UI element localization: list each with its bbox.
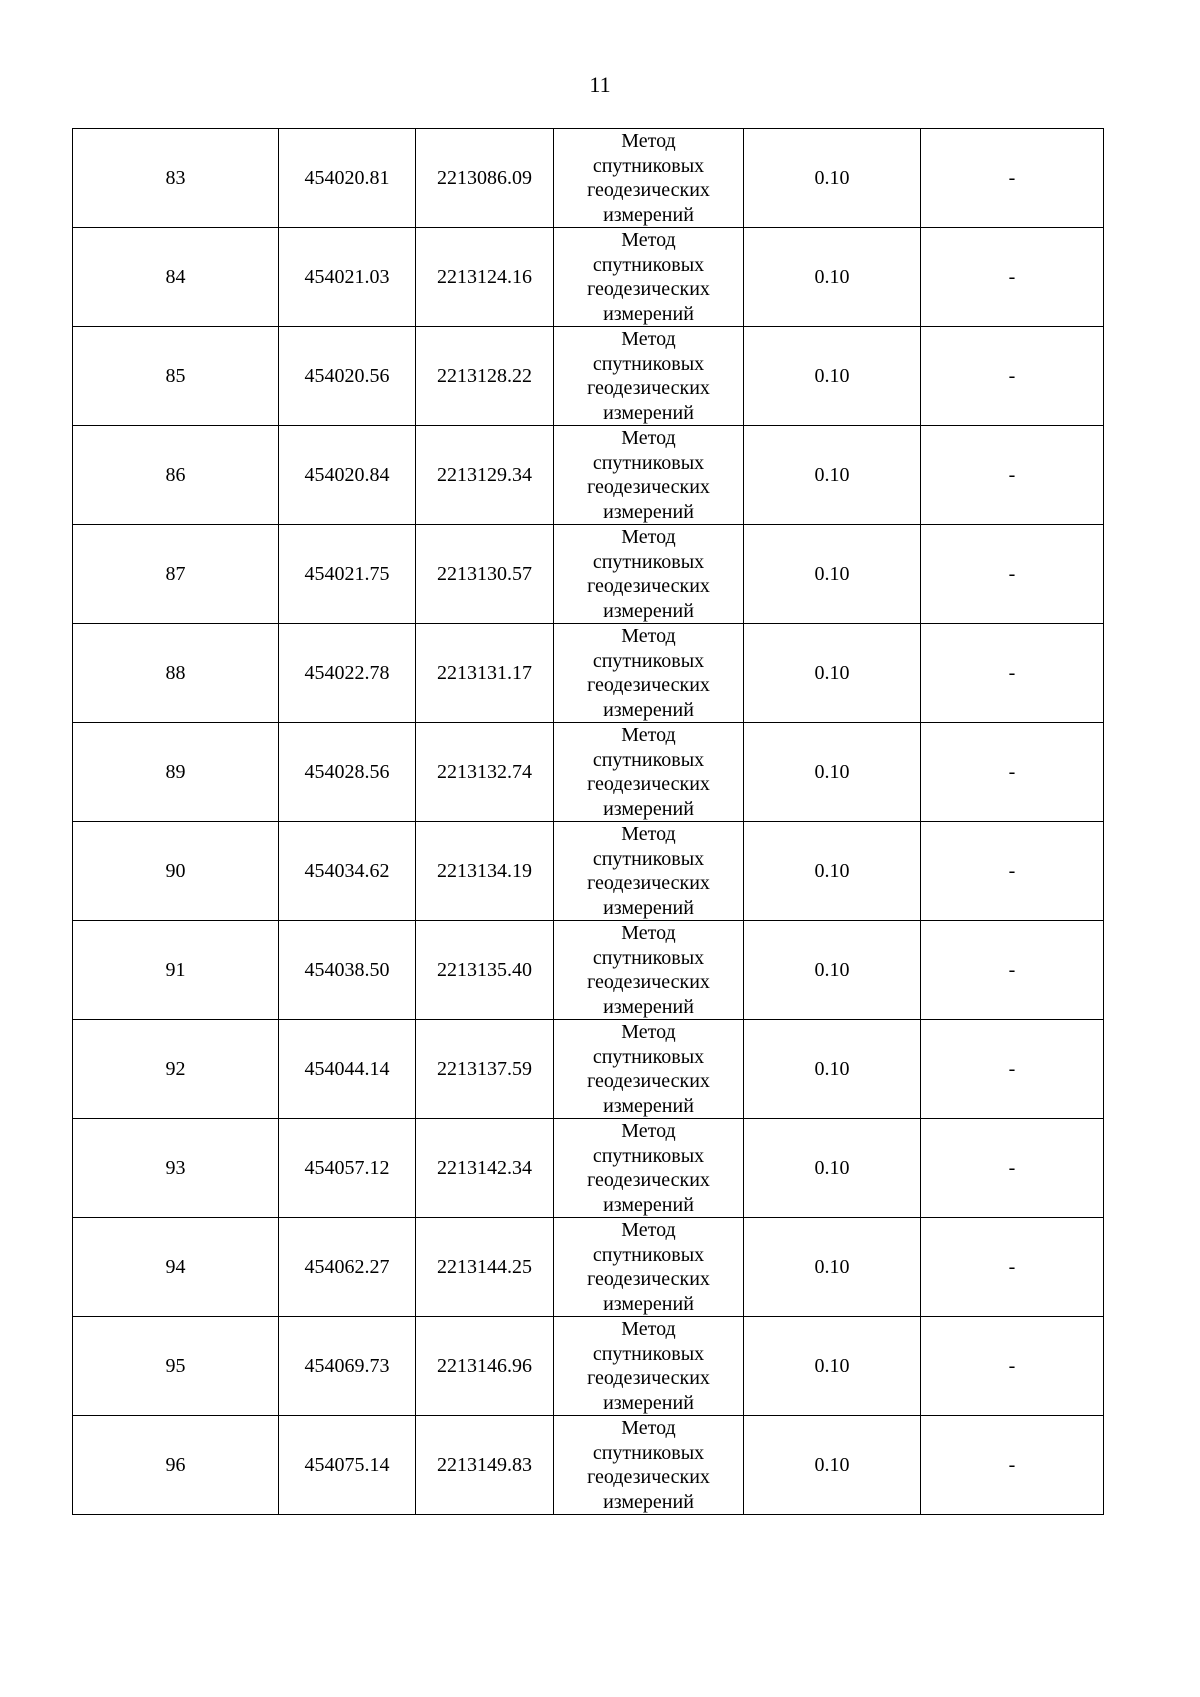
point-number-cell: 83 bbox=[73, 129, 279, 228]
method-cell bbox=[554, 1218, 744, 1317]
point-number-cell: 88 bbox=[73, 624, 279, 723]
point-number-cell: 92 bbox=[73, 1020, 279, 1119]
note-cell: - bbox=[921, 129, 1104, 228]
method-line: Метод bbox=[621, 130, 676, 152]
accuracy-cell: 0.10 bbox=[744, 327, 921, 426]
x-coordinate-cell: 454057.12 bbox=[279, 1119, 416, 1218]
note-cell: - bbox=[921, 1317, 1104, 1416]
method-line: Метод bbox=[621, 724, 676, 746]
table-row bbox=[73, 822, 1104, 921]
method-line: спутниковых bbox=[592, 154, 705, 177]
coordinates-table bbox=[72, 128, 1104, 1515]
note-cell: - bbox=[921, 327, 1104, 426]
method-cell bbox=[554, 129, 744, 228]
x-coordinate-cell: 454038.50 bbox=[279, 921, 416, 1020]
method-line: измерений bbox=[603, 401, 694, 424]
method-cell bbox=[554, 228, 744, 327]
method-cell bbox=[554, 327, 744, 426]
point-number-cell: 95 bbox=[73, 1317, 279, 1416]
x-coordinate-cell: 454028.56 bbox=[279, 723, 416, 822]
y-coordinate-cell: 2213142.34 bbox=[416, 1119, 554, 1218]
y-coordinate-cell: 2213137.59 bbox=[416, 1020, 554, 1119]
accuracy-cell: 0.10 bbox=[744, 525, 921, 624]
method-line: спутниковых bbox=[592, 748, 705, 771]
y-coordinate-cell: 2213146.96 bbox=[416, 1317, 554, 1416]
method-line: измерений bbox=[603, 203, 694, 226]
note-cell: - bbox=[921, 1218, 1104, 1317]
accuracy-cell: 0.10 bbox=[744, 1416, 921, 1515]
method-line: измерений bbox=[603, 1094, 694, 1117]
x-coordinate-cell: 454022.78 bbox=[279, 624, 416, 723]
point-number-cell: 94 bbox=[73, 1218, 279, 1317]
method-cell bbox=[554, 1416, 744, 1515]
table-row bbox=[73, 129, 1104, 228]
method-line: геодезических bbox=[587, 674, 710, 696]
method-line: спутниковых bbox=[592, 649, 705, 672]
accuracy-cell: 0.10 bbox=[744, 1317, 921, 1416]
accuracy-cell: 0.10 bbox=[744, 228, 921, 327]
method-cell bbox=[554, 1020, 744, 1119]
method-line: геодезических bbox=[587, 476, 710, 498]
note-cell: - bbox=[921, 525, 1104, 624]
y-coordinate-cell: 2213128.22 bbox=[416, 327, 554, 426]
x-coordinate-cell: 454062.27 bbox=[279, 1218, 416, 1317]
note-cell: - bbox=[921, 1416, 1104, 1515]
method-line: Метод bbox=[621, 1318, 676, 1340]
accuracy-cell: 0.10 bbox=[744, 1218, 921, 1317]
method-line: геодезических bbox=[587, 872, 710, 894]
method-line: спутниковых bbox=[592, 1243, 705, 1266]
x-coordinate-cell: 454020.56 bbox=[279, 327, 416, 426]
method-line: спутниковых bbox=[592, 451, 705, 474]
y-coordinate-cell: 2213135.40 bbox=[416, 921, 554, 1020]
note-cell: - bbox=[921, 228, 1104, 327]
method-line: измерений bbox=[603, 599, 694, 622]
coordinates-table-body bbox=[73, 129, 1104, 1515]
point-number-cell: 87 bbox=[73, 525, 279, 624]
x-coordinate-cell: 454021.75 bbox=[279, 525, 416, 624]
note-cell: - bbox=[921, 1020, 1104, 1119]
note-cell: - bbox=[921, 1119, 1104, 1218]
method-cell bbox=[554, 723, 744, 822]
table-row bbox=[73, 921, 1104, 1020]
y-coordinate-cell: 2213149.83 bbox=[416, 1416, 554, 1515]
method-line: Метод bbox=[621, 1417, 676, 1439]
method-cell bbox=[554, 525, 744, 624]
method-line: спутниковых bbox=[592, 1342, 705, 1365]
point-number-cell: 93 bbox=[73, 1119, 279, 1218]
method-line: геодезических bbox=[587, 1169, 710, 1191]
accuracy-cell: 0.10 bbox=[744, 822, 921, 921]
table-row bbox=[73, 228, 1104, 327]
y-coordinate-cell: 2213131.17 bbox=[416, 624, 554, 723]
table-row bbox=[73, 624, 1104, 723]
x-coordinate-cell: 454044.14 bbox=[279, 1020, 416, 1119]
method-line: Метод bbox=[621, 1120, 676, 1142]
method-line: Метод bbox=[621, 922, 676, 944]
table-row bbox=[73, 426, 1104, 525]
point-number-cell: 89 bbox=[73, 723, 279, 822]
method-line: спутниковых bbox=[592, 1045, 705, 1068]
method-line: измерений bbox=[603, 995, 694, 1018]
x-coordinate-cell: 454075.14 bbox=[279, 1416, 416, 1515]
method-line: спутниковых bbox=[592, 1441, 705, 1464]
method-line: измерений bbox=[603, 797, 694, 820]
method-line: геодезических bbox=[587, 1466, 710, 1488]
method-line: Метод bbox=[621, 427, 676, 449]
point-number-cell: 85 bbox=[73, 327, 279, 426]
method-line: измерений bbox=[603, 1292, 694, 1315]
x-coordinate-cell: 454034.62 bbox=[279, 822, 416, 921]
method-line: Метод bbox=[621, 328, 676, 350]
method-line: геодезических bbox=[587, 1070, 710, 1092]
method-line: геодезических bbox=[587, 1268, 710, 1290]
y-coordinate-cell: 2213129.34 bbox=[416, 426, 554, 525]
method-line: геодезических bbox=[587, 179, 710, 201]
note-cell: - bbox=[921, 426, 1104, 525]
accuracy-cell: 0.10 bbox=[744, 426, 921, 525]
method-line: измерений bbox=[603, 1391, 694, 1414]
table-row bbox=[73, 1020, 1104, 1119]
method-line: геодезических bbox=[587, 1367, 710, 1389]
point-number-cell: 84 bbox=[73, 228, 279, 327]
method-line: Метод bbox=[621, 526, 676, 548]
method-line: измерений bbox=[603, 896, 694, 919]
x-coordinate-cell: 454020.81 bbox=[279, 129, 416, 228]
method-line: спутниковых bbox=[592, 946, 705, 969]
x-coordinate-cell: 454021.03 bbox=[279, 228, 416, 327]
method-line: измерений bbox=[603, 302, 694, 325]
point-number-cell: 86 bbox=[73, 426, 279, 525]
accuracy-cell: 0.10 bbox=[744, 624, 921, 723]
method-cell bbox=[554, 822, 744, 921]
y-coordinate-cell: 2213124.16 bbox=[416, 228, 554, 327]
method-line: спутниковых bbox=[592, 352, 705, 375]
method-line: геодезических bbox=[587, 971, 710, 993]
page-number: 11 bbox=[589, 72, 611, 97]
point-number-cell: 91 bbox=[73, 921, 279, 1020]
note-cell: - bbox=[921, 624, 1104, 723]
note-cell: - bbox=[921, 822, 1104, 921]
y-coordinate-cell: 2213130.57 bbox=[416, 525, 554, 624]
point-number-cell: 96 bbox=[73, 1416, 279, 1515]
table-row bbox=[73, 1119, 1104, 1218]
method-line: измерений bbox=[603, 1193, 694, 1216]
method-cell bbox=[554, 921, 744, 1020]
method-cell bbox=[554, 426, 744, 525]
accuracy-cell: 0.10 bbox=[744, 1119, 921, 1218]
method-line: Метод bbox=[621, 823, 676, 845]
method-line: спутниковых bbox=[592, 847, 705, 870]
table-row bbox=[73, 327, 1104, 426]
point-number-cell: 90 bbox=[73, 822, 279, 921]
table-row bbox=[73, 1317, 1104, 1416]
accuracy-cell: 0.10 bbox=[744, 129, 921, 228]
method-line: спутниковых bbox=[592, 550, 705, 573]
method-line: измерений bbox=[603, 500, 694, 523]
method-line: спутниковых bbox=[592, 1144, 705, 1167]
method-line: Метод bbox=[621, 1219, 676, 1241]
y-coordinate-cell: 2213132.74 bbox=[416, 723, 554, 822]
x-coordinate-cell: 454020.84 bbox=[279, 426, 416, 525]
table-row bbox=[73, 723, 1104, 822]
accuracy-cell: 0.10 bbox=[744, 723, 921, 822]
method-line: Метод bbox=[621, 1021, 676, 1043]
method-cell bbox=[554, 624, 744, 723]
table-row bbox=[73, 1218, 1104, 1317]
table-row bbox=[73, 525, 1104, 624]
method-line: геодезических bbox=[587, 575, 710, 597]
method-line: геодезических bbox=[587, 278, 710, 300]
table-row bbox=[73, 1416, 1104, 1515]
note-cell: - bbox=[921, 723, 1104, 822]
method-line: спутниковых bbox=[592, 253, 705, 276]
method-cell bbox=[554, 1119, 744, 1218]
y-coordinate-cell: 2213134.19 bbox=[416, 822, 554, 921]
method-cell bbox=[554, 1317, 744, 1416]
accuracy-cell: 0.10 bbox=[744, 1020, 921, 1119]
method-line: Метод bbox=[621, 229, 676, 251]
method-line: геодезических bbox=[587, 377, 710, 399]
note-cell: - bbox=[921, 921, 1104, 1020]
y-coordinate-cell: 2213144.25 bbox=[416, 1218, 554, 1317]
method-line: измерений bbox=[603, 698, 694, 721]
method-line: измерений bbox=[603, 1490, 694, 1513]
x-coordinate-cell: 454069.73 bbox=[279, 1317, 416, 1416]
method-line: геодезических bbox=[587, 773, 710, 795]
y-coordinate-cell: 2213086.09 bbox=[416, 129, 554, 228]
method-line: Метод bbox=[621, 625, 676, 647]
accuracy-cell: 0.10 bbox=[744, 921, 921, 1020]
